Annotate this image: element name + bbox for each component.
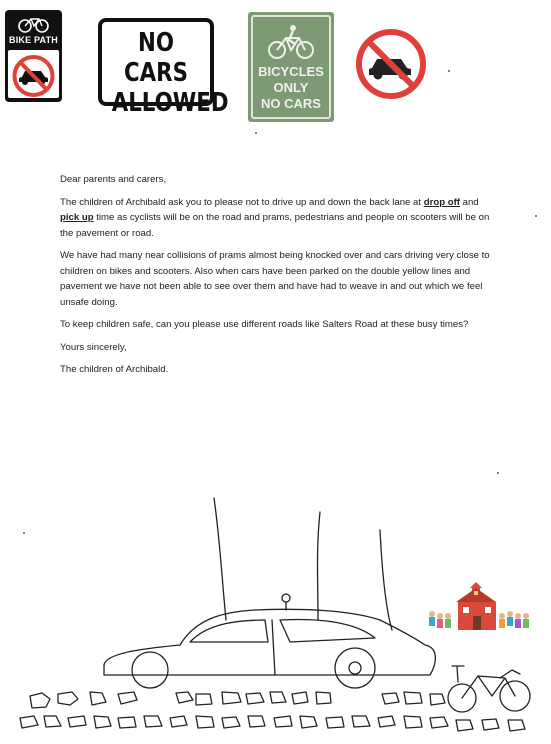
closing: Yours sincerely, (60, 341, 127, 353)
bike-path-sign (5, 10, 62, 102)
paragraph-1 (60, 195, 500, 242)
cyclist-icon (266, 24, 316, 60)
bicycles-only-sign (248, 12, 334, 122)
p1-text-a: The children of Archibald ask you to please not to drive up and down the back lane at (60, 196, 424, 208)
signature: The children of Archibald. (60, 364, 169, 375)
greeting: Dear parents and carers, (60, 174, 167, 185)
trunk-1 (214, 498, 226, 620)
no-car-icon (8, 50, 59, 98)
speck (255, 132, 257, 134)
school-house-icon (456, 582, 496, 630)
car-drawing (104, 594, 435, 688)
no-car-prohibition-sign (355, 28, 427, 100)
bicycles-line1: BICYCLES (258, 64, 324, 79)
trunk-3 (380, 530, 392, 630)
no-cars-line2: ALLOWED (111, 88, 229, 118)
bike-path-label: BIKE PATH (9, 35, 58, 45)
p1-text-b: and (459, 196, 479, 208)
trunk-2 (318, 512, 321, 620)
bicycles-line3: NO CARS (261, 96, 321, 111)
no-car-icon (355, 28, 427, 100)
drop-off-emphasis: drop off (423, 196, 460, 208)
speck (448, 70, 450, 72)
p1-text-c: time as cyclists will be on the road and prams, pedestrians and people on scooters will be on the pavement or road. (60, 212, 490, 239)
child-drawing (0, 470, 551, 744)
no-cars-line1: NO CARS (124, 28, 188, 88)
no-car-panel (8, 50, 59, 98)
bicycle-drawing (448, 666, 530, 712)
letter-body (60, 172, 500, 385)
paragraph-2: We have had many near collisions of prams almost being knocked over and cars driving very close to children on bikes and scooters. Also when cars have been parked on the double yellow lines and pavement we have not been able to see over them and have had to weave in and out which we feel unsafe doing. (60, 250, 490, 308)
pick-up-emphasis: pick up (60, 212, 94, 223)
no-cars-allowed-sign (98, 18, 229, 118)
bike-path-sign-header (8, 13, 59, 49)
bicycles-line2: ONLY (273, 80, 309, 95)
paragraph-3: To keep children safe, can you please use different roads like Salters Road at these busy times? (60, 319, 469, 330)
bicycle-icon (8, 13, 59, 35)
speck (535, 215, 537, 217)
cobblestone-road (20, 692, 525, 731)
